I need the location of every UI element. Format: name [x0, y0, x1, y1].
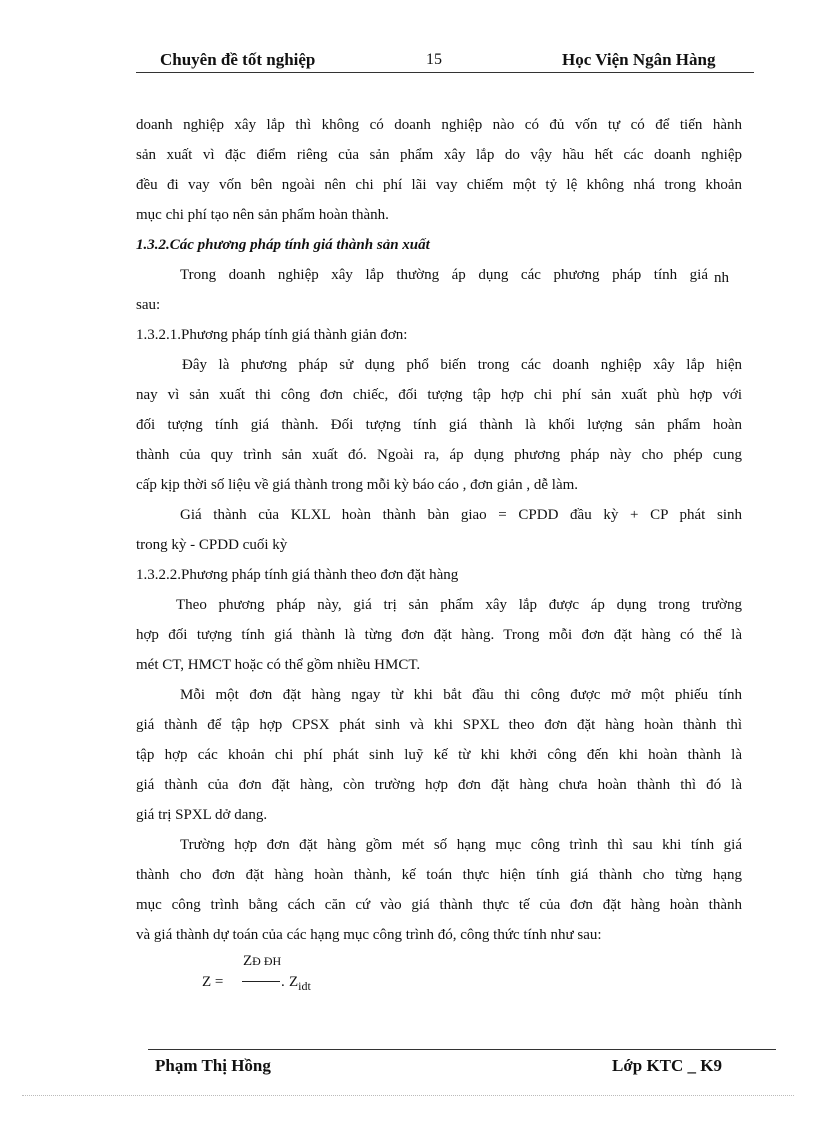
formula-rhs-subscript: idt: [298, 979, 311, 993]
footer-author: Phạm Thị Hồng: [155, 1056, 271, 1075]
body-line: sản xuất vì đặc điểm riêng của sản phẩm xây lắp do vậy hầu hết các doanh nghiệp: [136, 147, 742, 163]
formula-numerator-main: Z: [243, 953, 253, 969]
body-line: nay vì sản xuất thi công đơn chiếc, đối tượng tập hợp chi phí sản xuất phù hợp với: [136, 387, 742, 403]
body-line: thành cho đơn đặt hàng hoàn thành, kế toán thực hiện tính giá thành cho từng hạng: [136, 867, 742, 883]
body-line: doanh nghiệp xây lắp thì không có doanh nghiệp nào có đủ vốn tự có để tiến hành: [136, 117, 742, 133]
page-edge-line: [22, 1095, 794, 1096]
body-line: Trong doanh nghiệp xây lắp thường áp dụng các phương pháp tính giá: [180, 267, 708, 283]
body-line: đối tượng tính giá thành. Đối tượng tính giá thành là khối lượng sản phẩm hoàn: [136, 417, 742, 433]
body-line: sau:: [136, 297, 161, 313]
body-line: mét CT, HMCT hoặc có thể gồm nhiều HMCT.: [136, 657, 421, 673]
body-line: và giá thành dự toán của các hạng mục công trình đó, công thức tính như sau:: [136, 927, 602, 943]
body-line: giá thành của đơn đặt hàng, còn trường hợp đơn đặt hàng chưa hoàn thành thì đó là: [136, 777, 742, 793]
body-line: Mỗi một đơn đặt hàng ngay từ khi bắt đầu thi công được mở một phiếu tính: [180, 687, 742, 703]
body-line: giá thành để tập hợp CPSX phát sinh và khi SPXL theo đơn đặt hàng hoàn thành thì: [136, 717, 742, 733]
body-line-fragment: nh: [714, 270, 729, 286]
page-number: 15: [426, 51, 442, 68]
subsection-heading: 1.3.2.1.Phương pháp tính giá thành giản đơn:: [136, 327, 408, 343]
body-line: trong kỳ - CPDD cuối kỳ: [136, 537, 288, 553]
header-institution: Học Viện Ngân Hàng: [562, 50, 716, 69]
section-heading: 1.3.2.Các phương pháp tính giá thành sản xuất: [136, 237, 430, 253]
footer-class: Lớp KTC _ K9: [612, 1056, 723, 1075]
fraction-bar: [242, 981, 280, 982]
body-line: đều đi vay vốn bên ngoài nên chi phí lãi vay chiếm một tỷ lệ không nhá trong khoản: [136, 177, 742, 193]
body-line: Trường hợp đơn đặt hàng gồm mét số hạng mục công trình thì sau khi tính giá: [180, 837, 742, 853]
body-line: mục chi phí tạo nên sản phẩm hoàn thành.: [136, 207, 389, 223]
body-line: tập hợp các khoản chi phí phát sinh luỹ kế từ khi khởi công đến khi hoàn thành là: [136, 747, 742, 763]
body-line: Theo phương pháp này, giá trị sản phẩm xây lắp được áp dụng trong trường: [176, 597, 742, 613]
body-line: cấp kịp thời số liệu về giá thành trong mỗi kỳ báo cáo , đơn giản , dễ làm.: [136, 477, 579, 493]
body-line: Giá thành của KLXL hoàn thành bàn giao = CPDD đầu kỳ + CP phát sinh: [180, 507, 742, 523]
formula-rhs: [289, 974, 311, 991]
body-line: thành của quy trình sản xuất đó. Ngoài ra, áp dụng phương pháp này cho phép cung: [136, 447, 742, 463]
body-line: mục công trình bằng cách căn cứ vào giá thành thực tế của đơn đặt hàng hoàn thành: [136, 897, 742, 913]
body-line: Đây là phương pháp sử dụng phổ biến trong các doanh nghiệp xây lắp hiện: [182, 357, 742, 373]
footer-rule: [148, 1049, 776, 1050]
header-rule: [136, 72, 754, 73]
formula-numerator-subscript: Đ ĐH: [252, 954, 282, 968]
formula-dot: .: [281, 974, 285, 990]
formula-rhs-main: Z: [289, 974, 299, 990]
formula-lhs: Z =: [202, 974, 224, 990]
body-line: giá trị SPXL dở dang.: [136, 807, 268, 823]
subsection-heading: 1.3.2.2.Phương pháp tính giá thành theo đơn đặt hàng: [136, 567, 459, 583]
formula-numerator: [243, 953, 281, 970]
body-line: hợp đối tượng tính giá thành là từng đơn đặt hàng. Trong mỗi đơn đặt hàng có thể là: [136, 627, 742, 643]
header-title: Chuyên đề tốt nghiệp: [160, 50, 316, 69]
